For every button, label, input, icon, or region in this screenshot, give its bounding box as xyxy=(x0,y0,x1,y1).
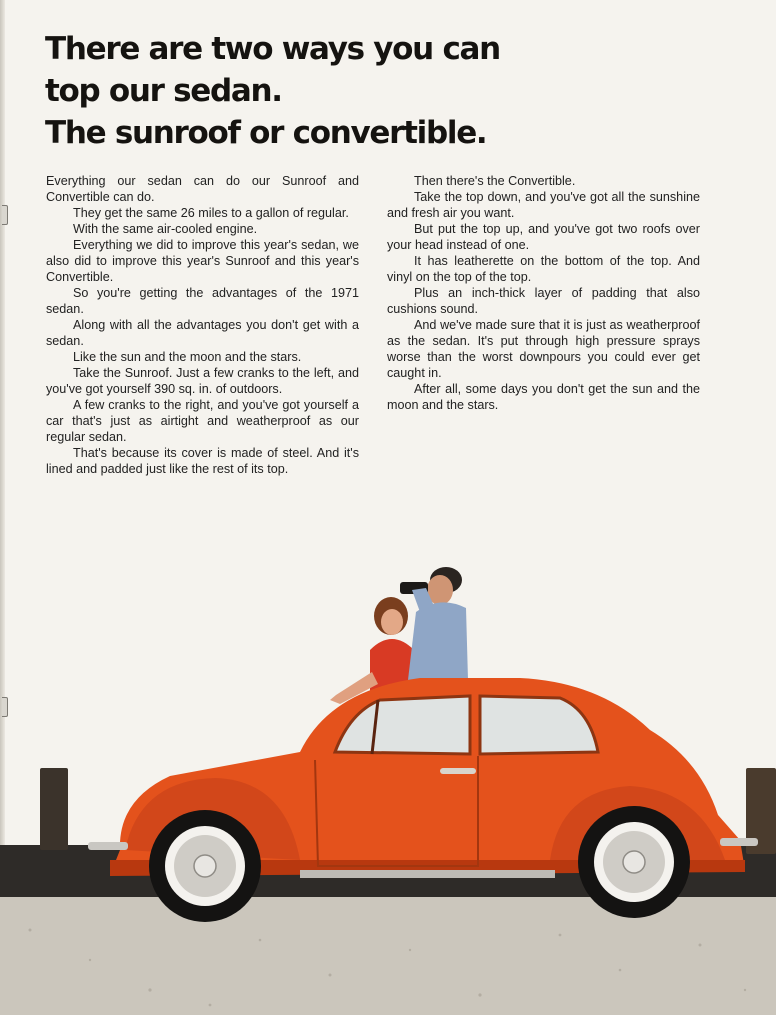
body-paragraph: It has leatherette on the bottom of the top. And vinyl on the top of the top. xyxy=(387,254,700,284)
headline-line-2: top our sedan. xyxy=(45,73,282,109)
body-paragraph: After all, some days you don't get the sun and the moon and the stars. xyxy=(387,382,700,412)
staple-top xyxy=(2,205,8,225)
front-bumper xyxy=(88,842,128,850)
body-paragraph: Everything we did to improve this year's sedan, we also did to improve this year's Sunroof and this year's Convertible. xyxy=(46,238,359,284)
body-paragraph: But put the top up, and you've got two roofs over your head instead of one. xyxy=(387,222,700,252)
body-paragraph: And we've made sure that it is just as weatherproof as the sedan. It's put through high pressure sprays worse than the worst downpours you could ever get caught in. xyxy=(387,318,700,380)
body-paragraph: That's because its cover is made of steel. And it's lined and padded just like the rest of its top. xyxy=(46,446,359,476)
body-paragraph: A few cranks to the right, and you've got yourself a car that's just as airtight and weatherproof as our regular sedan. xyxy=(46,398,359,444)
rear-bumper xyxy=(720,838,758,846)
car-photo xyxy=(0,540,776,1015)
headline xyxy=(45,28,745,154)
headline-line-3: The sunroof or convertible. xyxy=(45,115,487,151)
headline-line-1: There are two ways you can xyxy=(45,31,500,67)
body-copy-right-column xyxy=(387,173,700,413)
body-paragraph: Like the sun and the moon and the stars. xyxy=(73,350,302,364)
body-paragraph: Take the top down, and you've got all the sunshine and fresh air you want. xyxy=(387,190,700,220)
vw-hubcap-icon xyxy=(623,851,645,873)
body-paragraph: Then there's the Convertible. xyxy=(414,174,576,188)
body-paragraph: With the same air-cooled engine. xyxy=(73,222,258,236)
body-copy-left-column xyxy=(46,173,359,477)
wooden-post-left xyxy=(40,768,68,850)
front-wheel xyxy=(149,810,261,922)
vw-hubcap-icon xyxy=(194,855,216,877)
body-paragraph: Everything our sedan can do our Sunroof and Convertible can do. xyxy=(46,174,359,204)
door-handle xyxy=(440,768,476,774)
body-paragraph: Along with all the advantages you don't get with a sedan. xyxy=(46,318,359,348)
body-paragraph: Take the Sunroof. Just a few cranks to the left, and you've got yourself 390 sq. in. of outdoors. xyxy=(46,366,359,396)
body-paragraph: They get the same 26 miles to a gallon of regular. xyxy=(73,206,349,220)
body-paragraph: So you're getting the advantages of the 1971 sedan. xyxy=(46,286,359,316)
body-paragraph: Plus an inch-thick layer of padding that also cushions sound. xyxy=(387,286,700,316)
running-board xyxy=(300,870,555,878)
rear-wheel xyxy=(578,806,690,918)
